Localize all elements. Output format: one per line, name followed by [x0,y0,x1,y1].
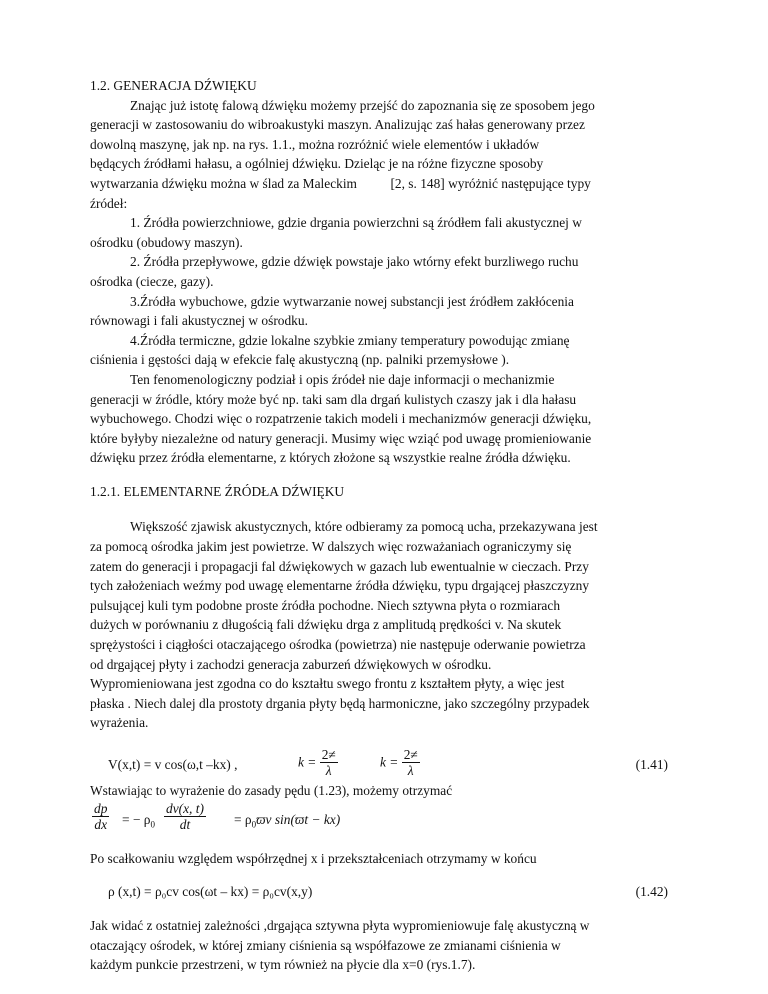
text-line: płaska . Niech dalej dla prostoty drgania płyty będą harmoniczne, jako szczególny przypadek [90,695,590,711]
text-line: Znając już istotę falową dźwięku możemy przejść do zapoznania się ze sposobem jego [130,97,595,113]
equation-operator: = − ρ [122,811,151,827]
text-line: zatem do generacji i propagacji fal dźwiękowych w gazach lub ewentualnie w cieczach. Przy [90,558,589,574]
text-line: które byłyby niezależne od natury generacji. Musimy więc wziąć pod uwagę promieniowanie [90,430,592,446]
fraction-denominator: dx [94,816,108,832]
paragraph-2 [90,370,682,468]
equation-1-41 [90,747,682,781]
text-line: tych założeniach weźmy pod uwagę elementarne źródła dźwięku, typu drgającej płaszczyzny [90,578,590,594]
list-item-continuation: ośrodku (obudowy maszyn). [90,234,243,250]
list-item-continuation: ciśnienia i gęstości dają w efekcie falę akustyczną (np. palniki przemysłowe ). [90,352,510,368]
text-line: Większość zjawisk akustycznych, które odbieramy za pomocą ucha, przekazywana jest [130,519,598,535]
equation-rhs: ϖv sin(ϖt − kx) [256,811,341,827]
text-line: dźwięku przez źródła elementarne, z których złożone są wszystkie realne źródła dźwięku. [90,450,571,466]
list-item: 1. Źródła powierzchniowe, gdzie drgania powierzchni są źródłem fali akustycznej w [130,215,582,231]
text-line: Wstawiając to wyrażenie do zasady pędu (1.23), możemy otrzymać [90,783,453,798]
text-line: pulsującej kuli tym podobne proste źródła pochodne. Niech sztywna płyta o rozmiarach [90,597,561,613]
text-line: sprężystości i ciągłości otaczającego ośrodka (powietrza) nie następuje oderwanie powietrza [90,637,586,653]
list-item-continuation: ośrodka (ciecze, gazy). [90,273,214,289]
section-heading: 1.2. GENERACJA DŹWIĘKU [90,78,257,93]
fraction-numerator: 2≠ [403,747,418,762]
text-line: dowolną maszynę, jak np. na rys. 1.1., można rozróżnić wiele elementów i układów [90,136,540,152]
document-page [90,76,682,975]
fraction-denominator: λ [407,763,414,778]
subsection-heading: 1.2.1. ELEMENTARNE ŹRÓDŁA DŹWIĘKU [90,483,345,499]
equation-lhs: V(x,t) = v cos(ω,t –kx) , [108,757,238,772]
text-line: każdym punkcie przestrzeni, w tym również na płycie dla x=0 (rys.1.7). [90,957,476,973]
subscript: 0 [150,819,155,830]
list-item: 4.Źródła termiczne, gdzie lokalne szybkie zmiany temperatury powodując zmianę [130,332,570,348]
list-item: 2. Źródła przepływowe, gdzie dźwięk powstaje jako wtórny efekt burzliwego ruchu [130,254,579,270]
fraction-numerator: 2≠ [321,747,336,762]
text-line: źródeł: [90,195,128,211]
equation-number: (1.41) [635,757,668,772]
text-line: dużych w porównaniu z długością fali dźwięku drga z amplitudą prędkości v. Na skutek [90,617,562,633]
paragraph-3 [90,517,682,733]
text-line: otaczający ośrodek, w której zmiany ciśnienia są współfazowe ze zmianami ciśnienia w [90,937,561,953]
equation-1-42 [90,882,682,902]
text-line: wybuchowego. Chodzi więc o rozpatrzenie takich modeli i mechanizmów generacji dźwięku, [90,411,592,427]
text-line: Po scałkowaniu względem współrzędnej x i przekształceniach otrzymamy w końcu [90,850,537,866]
source-type-list [90,213,682,370]
text-line: generacji w zastosowaniu do wibroakustyki maszyn. Analizując zaś hałas generowany przez [90,117,585,133]
equation-number: (1.42) [635,884,668,900]
text-line: od drgającej płyty i zachodzi generacja zaburzeń dźwiękowych w ośrodku. [90,656,492,672]
equation-momentum [92,801,682,837]
wave-number-symbol: k = [298,754,317,770]
list-item: 3.Źródła wybuchowe, gdzie wytwarzanie nowej substancji jest źródłem zakłócenia [130,293,574,309]
intro-paragraph [90,96,682,214]
text-line: Ten fenomenologiczny podział i opis źródeł nie daje informacji o mechanizmie [130,371,555,387]
final-paragraph [90,916,682,975]
text-line: Jak widać z ostatniej zależności ,drgająca sztywna płyta wypromieniowuje falę akustyczną w [90,918,590,934]
list-item-continuation: równowagi i fali akustycznej w ośrodku. [90,313,308,329]
equation-operator: = ρ [234,811,252,827]
text-line: wytwarzania dźwięku można w ślad za Maleckim [2, s. 148] wyróżnić następujące typy [90,175,591,191]
fraction-denominator: λ [325,763,332,778]
wave-number-symbol: k = [380,754,399,770]
fraction-numerator: dv(x, t) [166,800,204,816]
fraction-numerator: dp [94,800,108,816]
text-line: za pomocą ośrodka jakim jest powietrze. W dalszych więc rozważaniach ograniczymy się [90,539,572,555]
text-line: Wypromieniowana jest zgodna co do kształtu swego frontu z kształtem płyty, a więc jest [90,676,565,692]
equation-text: ρ (x,t) = ρ₀cv cos(ωt – kx) = ρ₀cv(x,y) [108,884,313,900]
text-line: będących źródłami hałasu, a ogólniej dźwięku. Dzieląc je na różne fizyczne sposoby [90,156,544,172]
text-line: wyrażenia. [90,715,149,731]
subscript: 0 [251,819,257,830]
text-line: generacji w źródle, który może być np. taki sam dla drgań kulistych czaszy jak i dla hałasu [90,391,577,407]
fraction-denominator: dt [179,816,191,832]
